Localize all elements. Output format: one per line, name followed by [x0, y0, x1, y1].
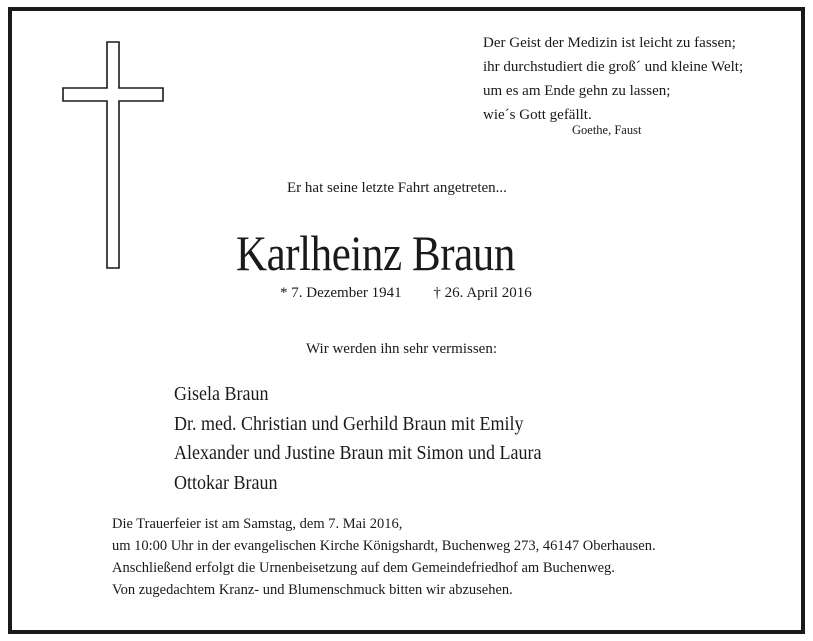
ceremony-line: Anschließend erfolgt die Urnenbeisetzung auf dem Gemeindefriedhof am Buchenweg. — [112, 560, 615, 576]
quote-line: wie´s Gott gefällt. — [483, 107, 592, 123]
ceremony-line: Von zugedachtem Kranz- und Blumenschmuck bitten wir abzusehen. — [112, 582, 513, 598]
miss-text: Wir werden ihn sehr vermissen: — [306, 341, 498, 357]
birth-date: * 7. Dezember 1941 — [280, 285, 402, 301]
deceased-name: Karlheinz Braun — [236, 225, 515, 281]
goethe-quote — [483, 31, 783, 127]
mourner-entry: Alexander und Justine Braun mit Simon und Laura — [174, 442, 542, 464]
mourner-entry: Gisela Braun — [174, 383, 269, 405]
life-dates — [280, 285, 532, 302]
quote-line: ihr durchstudiert die groß´ und kleine Welt; — [483, 59, 744, 75]
intro-text: Er hat seine letzte Fahrt angetreten... — [287, 180, 507, 196]
ceremony-line: Die Trauerfeier ist am Samstag, dem 7. Mai 2016, — [112, 516, 403, 532]
mourner-entry: Ottokar Braun — [174, 471, 278, 494]
ceremony-line: um 10:00 Uhr in der evangelischen Kirche Königshardt, Buchenweg 273, 46147 Oberhausen. — [112, 538, 656, 554]
ceremony-details — [112, 513, 656, 601]
mourners-list — [174, 380, 582, 498]
death-date: † 26. April 2016 — [433, 285, 532, 301]
cross-icon — [61, 40, 165, 270]
mourner-entry: Dr. med. Christian und Gerhild Braun mit Emily — [174, 412, 524, 435]
cross-outline — [63, 42, 163, 268]
quote-line: Der Geist der Medizin ist leicht zu fassen; — [483, 35, 736, 51]
quote-line: um es am Ende gehn zu lassen; — [483, 83, 671, 99]
quote-source: Goethe, Faust — [572, 123, 642, 137]
